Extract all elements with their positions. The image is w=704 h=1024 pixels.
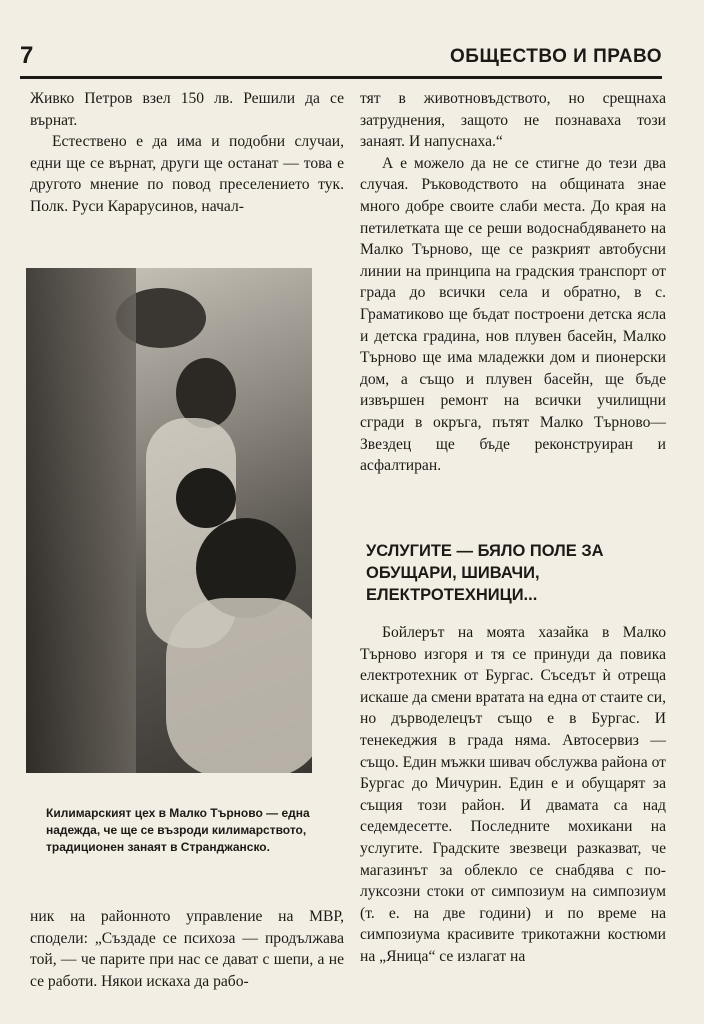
right-column-top [360, 88, 666, 477]
left-column-bottom [30, 906, 344, 992]
photo-figure [176, 468, 236, 528]
left-column-top [30, 88, 344, 218]
photo-loom [26, 268, 136, 773]
carpet-workshop-photo [26, 268, 312, 773]
page-header [20, 42, 662, 79]
paragraph: Естествено е да има и подобни случаи, едни ще се върнат, други ще останат — това е другото мнение по повод преселението тук. Полк. Руси Карарусинов, начал- [30, 133, 344, 215]
paragraph: Бойлерът на моята хазайка в Малко Търново изгоря и тя се принуди да повика електротехник от Бургас. Съседът ѝ отреща искаше да смени вратата на една от стаите си, но дърводелецът също е в Бургас. И тенекеджия в града няма. Автосервиз — също. Един мъжки шивач обслужва района от Бургас до Мичурин. Един е и обущарят за същия този район. И двамата са над седемдесетте. Последните мохикани на услугите. Градските звезвеци разказват, че магазинът за облекло се снабдява с по-луксозни стоки от симпозиум на симпозиум (т. е. на две години) и по време на симпозиума красивите трикотажни костюми на „Яница“ се излагат на [360, 624, 666, 965]
paragraph: ник на районното управление на МВР, сподели: „Създаде се психоза — продължава той, — че парите при нас се дават с шепи, а не се работи. Някои искаха да рабо- [30, 908, 344, 990]
page-number: 7 [20, 42, 34, 69]
photo-figure [166, 598, 312, 773]
section-title: ОБЩЕСТВО И ПРАВО [450, 46, 662, 67]
subheading: УСЛУГИТЕ — БЯЛО ПОЛЕ ЗА ОБУЩАРИ, ШИВАЧИ, ЕЛЕКТРОТЕХНИЦИ... [366, 542, 604, 604]
right-column-bottom [360, 622, 666, 968]
paragraph: Живко Петров взел 150 лв. Решили да се върнат. [30, 90, 344, 129]
paragraph: тят в животновъдството, но срещнаха затруднения, защото не познаваха този занаят. И напуснаха.“ [360, 90, 666, 151]
photo-caption: Килимарският цех в Малко Търново — една надежда, че ще се възроди килимарството, традиционен занаят в Странджанско. [46, 806, 310, 854]
paragraph: А е можело да не се стигне до тези два случая. Ръководството на общината знае много добре своите слаби места. До края на петилетката ще се реши водоснабдяването на Малко Търново, ще се разкрият автобусни линии на принципа на градския транспорт от града до всички села и обратно, в с. Граматиково ще бъдат построени детска ясла и детска градина, нов плувен басейн, Малко Търново ще има младежки дом и пионерски дом, а също и плувен басейн, ще бъде извършен ремонт на всички училищни сгради в окръга, пътят Малко Търново—Звездец ще бъде реконструиран и асфалтиран. [360, 154, 666, 475]
